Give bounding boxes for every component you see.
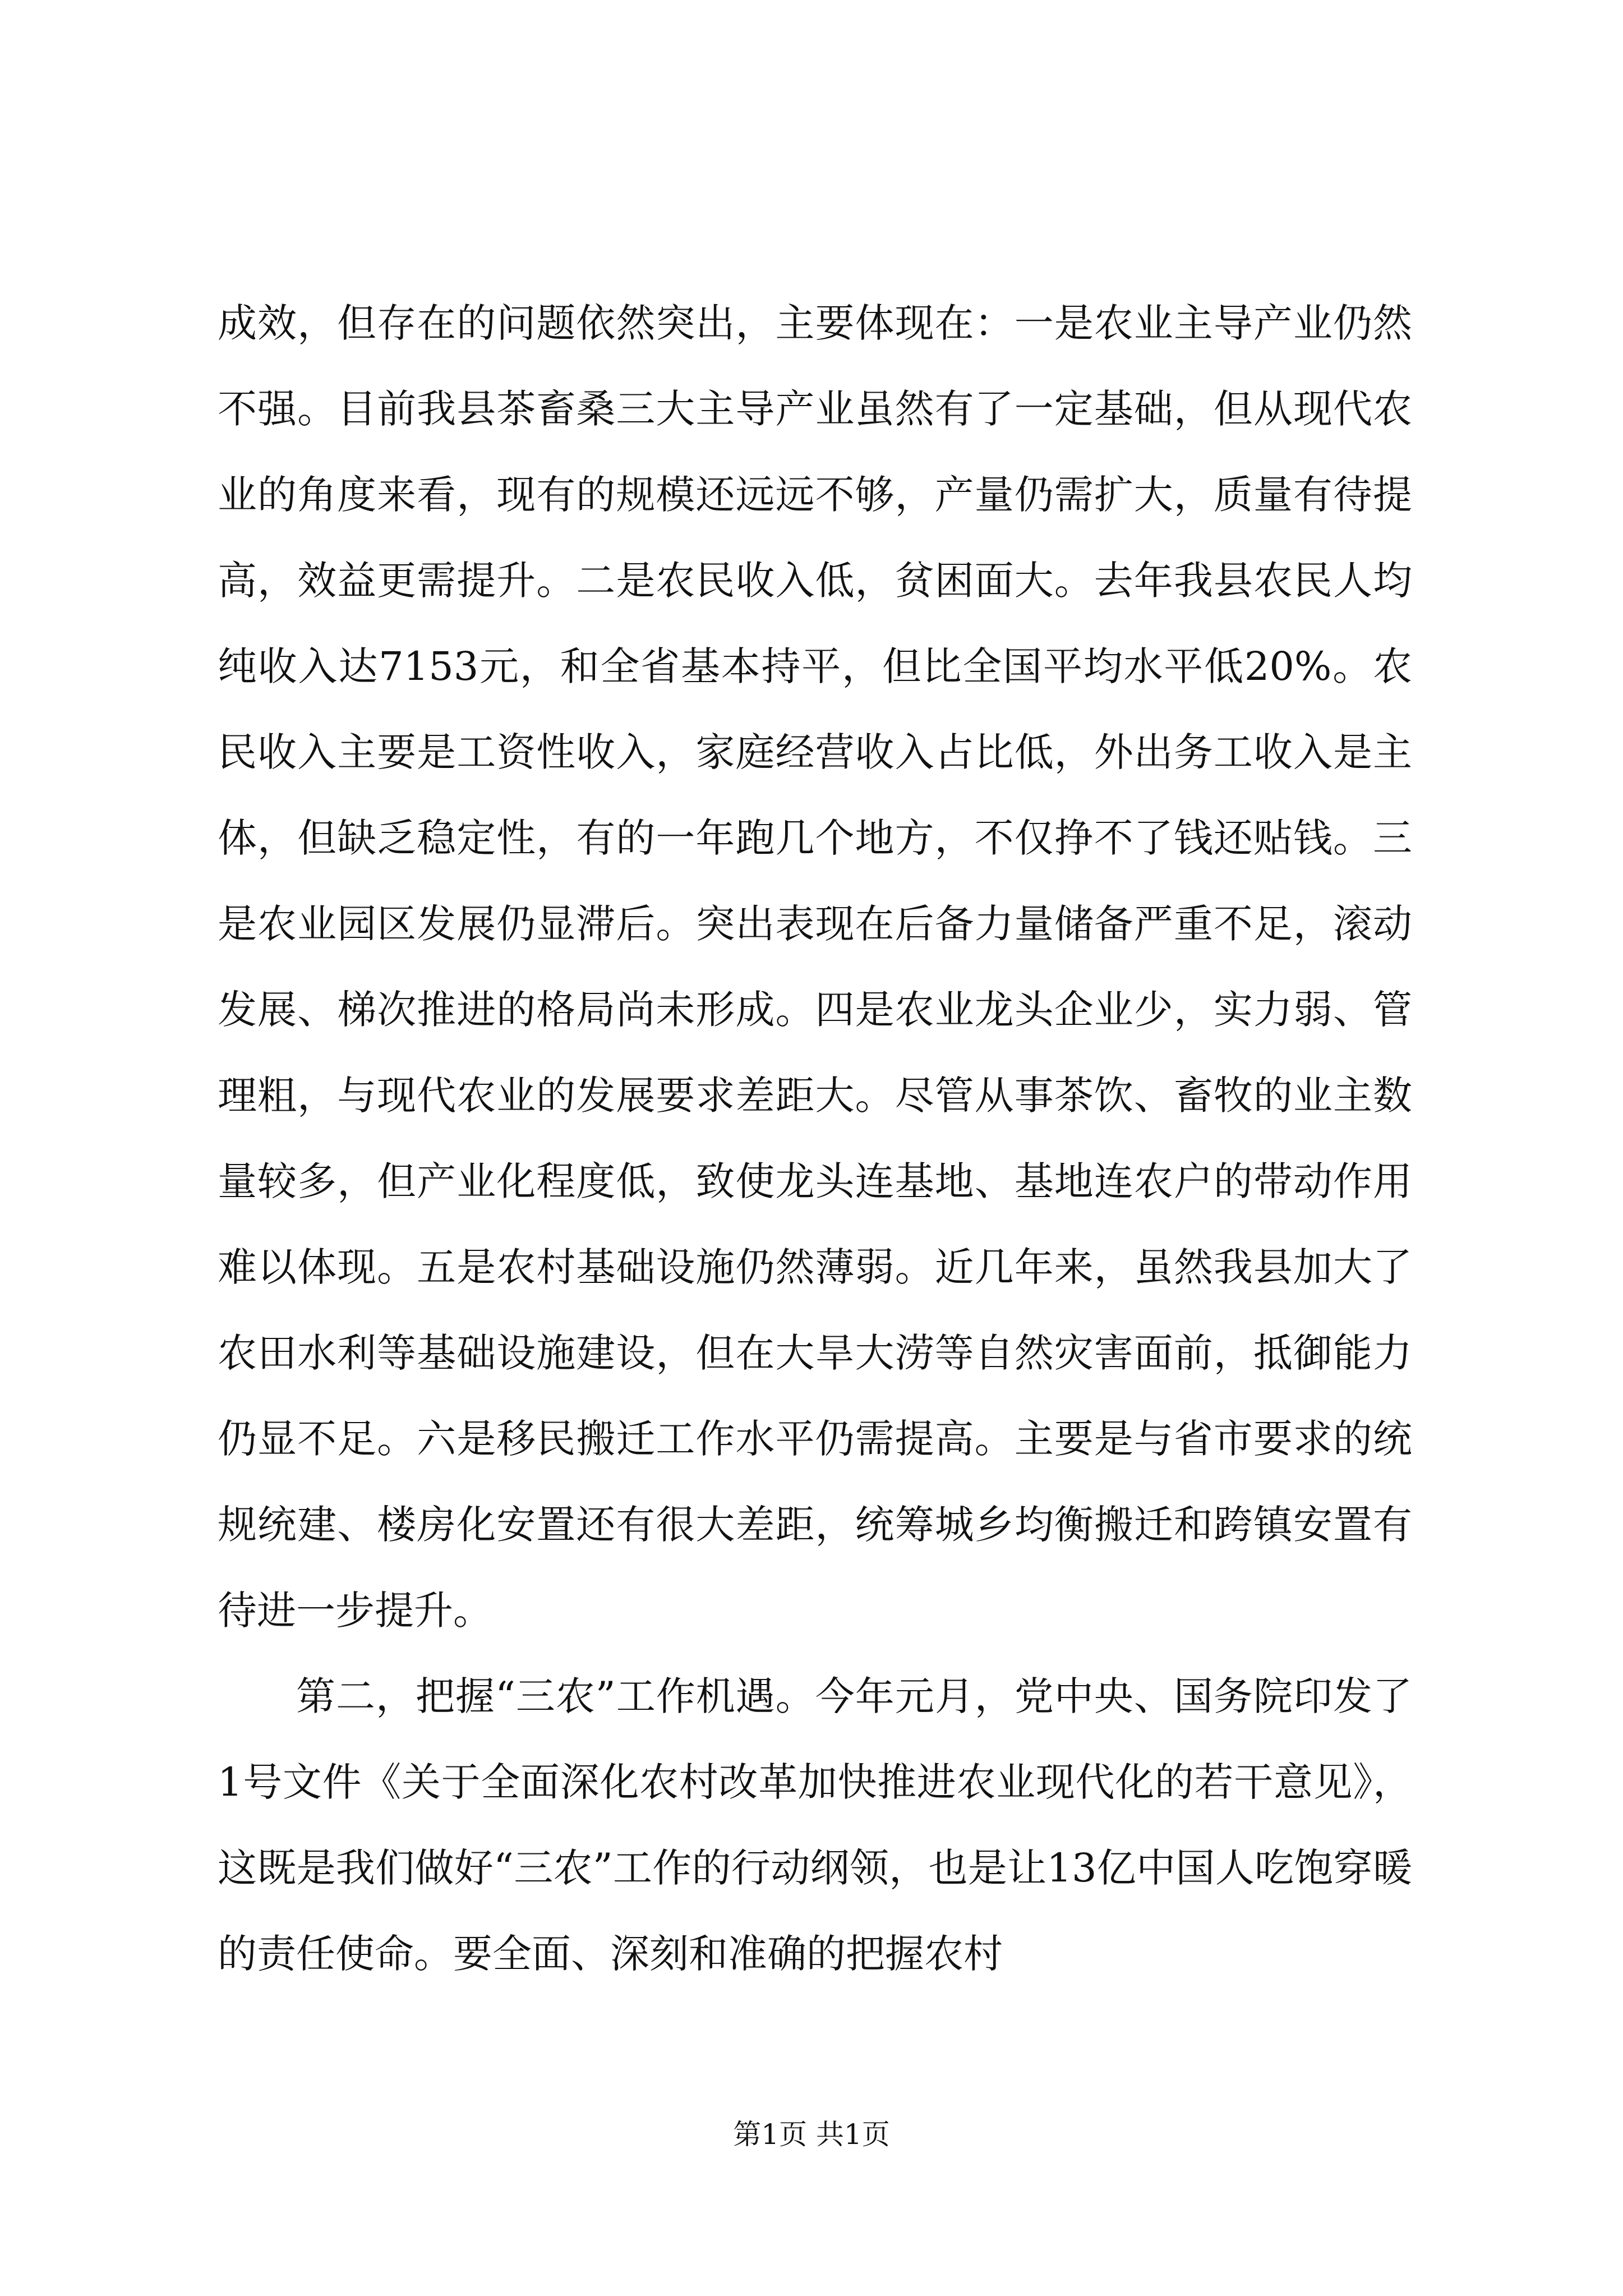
document-body [218,280,1412,1997]
paragraph-second-point: 第二，把握“三农”工作机遇。今年元月，党中央、国务院印发了1号文件《关于全面深化农村改革加快推进农业现代化的若干意见》，这既是我们做好“三农”工作的行动纲领，也是让13亿中国人吃饱穿暖的责任使命。要全面、深刻和准确的把握农村 [218,1673,1412,1977]
page-number-footer: 第1页 共1页 [733,2118,890,2151]
paragraph-continued: 成效，但存在的问题依然突出，主要体现在：一是农业主导产业仍然不强。目前我县茶畜桑三大主导产业虽然有了一定基础，但从现代农业的角度来看，现有的规模还远远不够，产量仍需扩大，质量有待提高，效益更需提升。二是农民收入低，贫困面大。去年我县农民人均纯收入达7153元，和全省基本持平，但比全国平均水平低20%。农民收入主要是工资性收入，家庭经营收入占比低，外出务工收入是主体，但缺乏稳定性，有的一年跑几个地方，不仅挣不了钱还贴钱。三是农业园区发展仍显滞后。突出表现在后备力量储备严重不足，滚动发展、梯次推进的格局尚未形成。四是农业龙头企业少，实力弱、管理粗，与现代农业的发展要求差距大。尽管从事茶饮、畜牧的业主数量较多，但产业化程度低，致使龙头连基地、基地连农户的带动作用难以体现。五是农村基础设施仍然薄弱。近几年来，虽然我县加大了农田水利等基础设施建设，但在大旱大涝等自然灾害面前，抵御能力仍显不足。六是移民搬迁工作水平仍需提高。主要是与省市要求的统规统建、楼房化安置还有很大差距，统筹城乡均衡搬迁和跨镇安置有待进一步提升。 [218,300,1412,1634]
